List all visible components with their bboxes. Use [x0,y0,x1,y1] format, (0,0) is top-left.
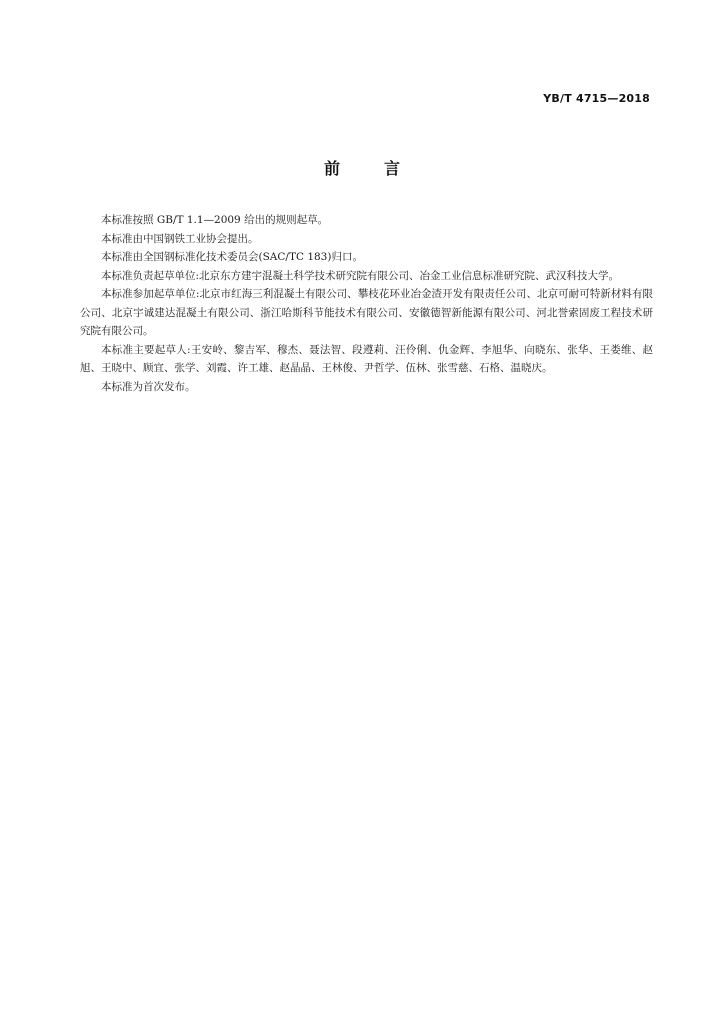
paragraph-lead-drafting-units: 本标准负责起草单位:北京东方建宇混凝土科学技术研究院有限公司、冶金工业信息标准研究院、武汉科技大学。 [101,269,620,282]
paragraph-drafting-rules: 本标准按照 GB/T 1.1—2009 给出的规则起草。 [101,214,329,226]
foreword-body [80,211,653,396]
paragraph-proposed-by: 本标准由中国钢铁工业协会提出。 [101,232,259,245]
paragraph-first-release: 本标准为首次发布。 [101,380,196,393]
page-title: 前言 [323,159,444,178]
paragraph-jurisdiction: 本标准由全国钢标准化技术委员会(SAC/TC 183)归口。 [101,251,363,263]
standard-number: YB/T 4715—2018 [543,92,650,105]
paragraph-main-drafters: 本标准主要起草人:王安岭、黎吉军、穆杰、聂法智、段遵莉、汪伶俐、仇金辉、李旭华、向晓东、张华、王娄维、赵旭、王晓中、顾宜、张学、刘霞、许工雄、赵晶晶、王林俊、尹哲学、伍林、张雪慈、石格、温晓庆。 [80,343,653,374]
paragraph-participating-units: 本标准参加起草单位:北京市红海三利混凝土有限公司、攀枝花环业冶金渣开发有限责任公司、北京可耐可特新材料有限公司、北京宇诚建达混凝土有限公司、浙江哈斯科节能技术有限公司、安徽德智新能源有限公司、河北誉索固废工程技术研究院有限公司。 [80,288,653,337]
